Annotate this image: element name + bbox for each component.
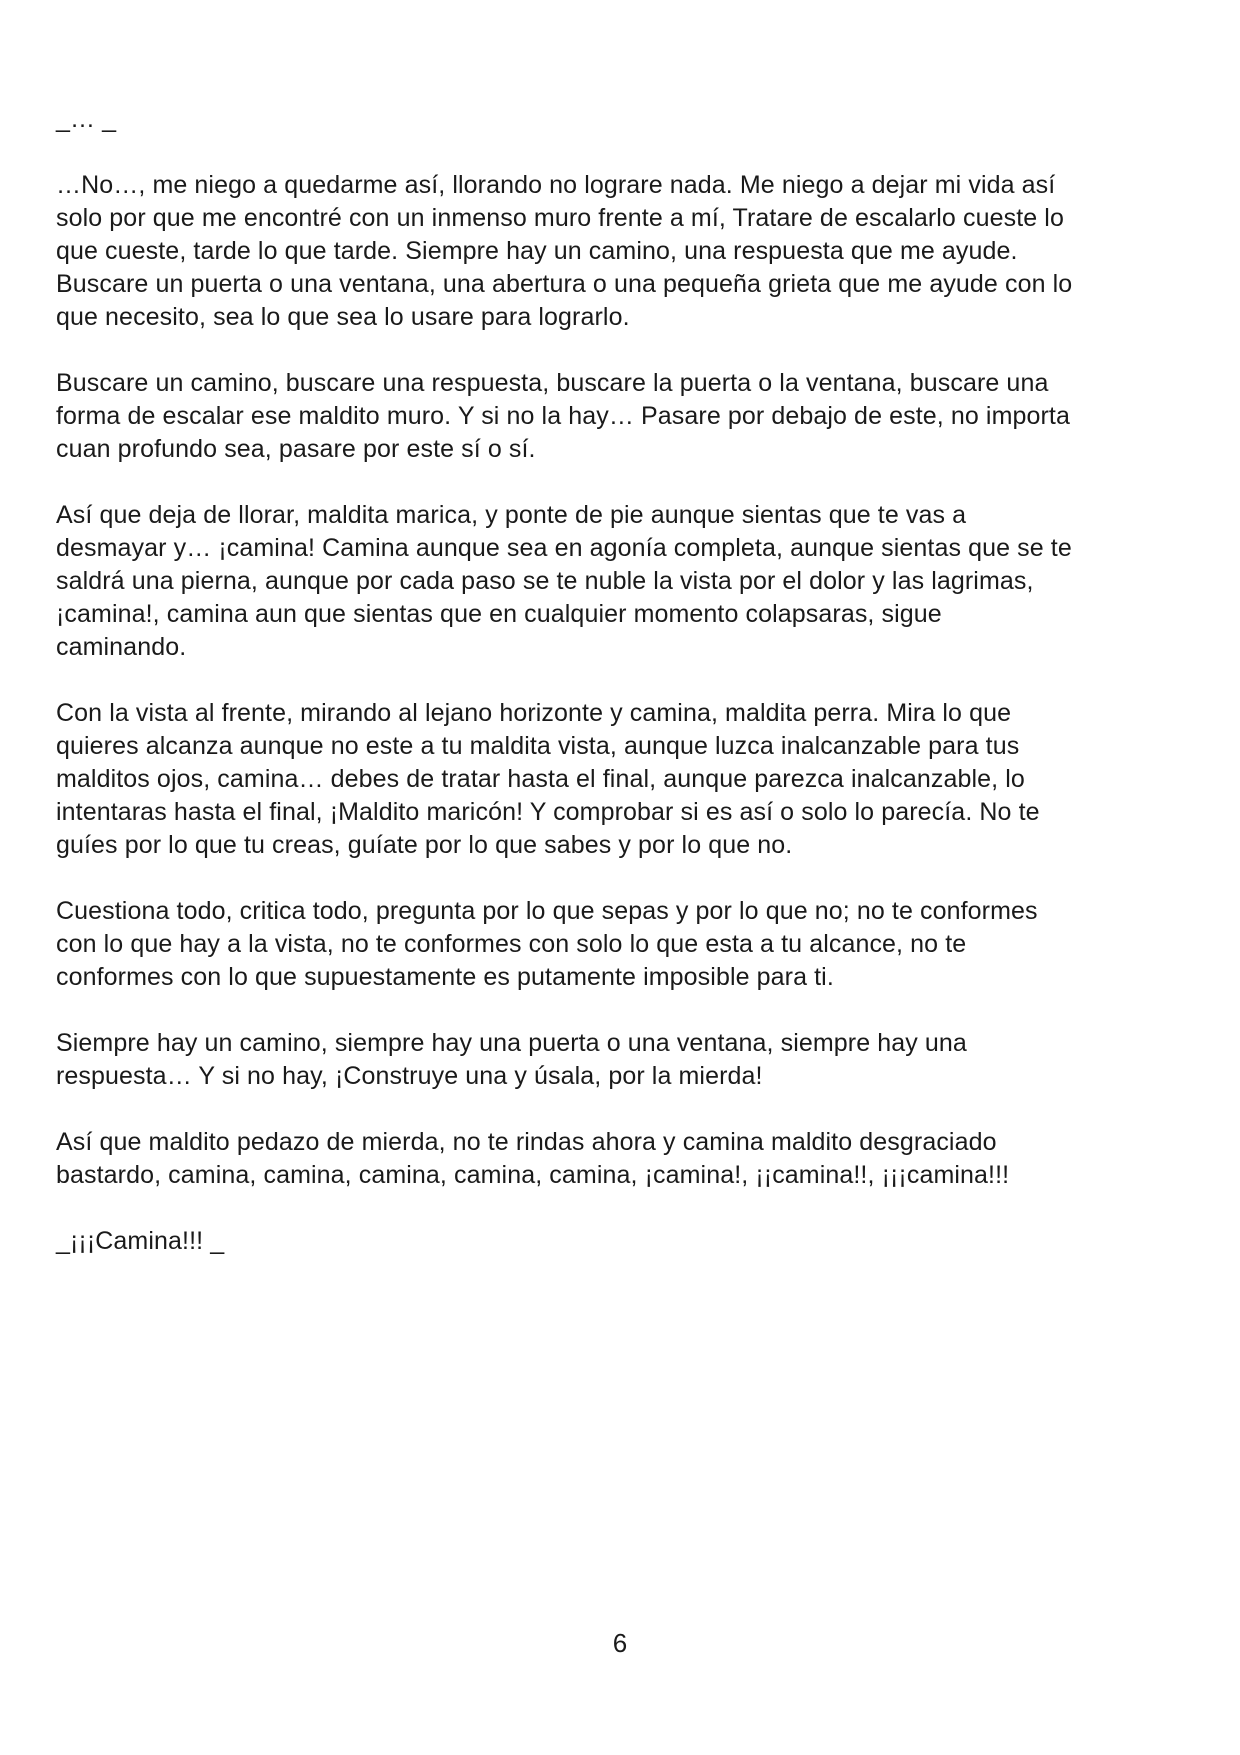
paragraph: Así que maldito pedazo de mierda, no te rindas ahora y camina maldito desgraciado bastardo, camina, camina, camina, camina, camina, ¡camina!, ¡¡camina!!, ¡¡¡camina!!! (56, 1128, 1010, 1189)
document-body (56, 103, 1186, 1291)
paragraph: Buscare un camino, buscare una respuesta, buscare la puerta o la ventana, buscare una forma de escalar ese maldito muro. Y si no la hay… Pasare por debajo de este, no importa cuan profundo sea, pasare por este sí o sí. (56, 369, 1070, 463)
page-number: 6 (612, 1628, 628, 1658)
closing-line: _¡¡¡Camina!!! _ (56, 1227, 225, 1255)
paragraph: Así que deja de llorar, maldita marica, y ponte de pie aunque sientas que te vas a desmayar y… ¡camina! Camina aunque sea en agonía completa, aunque sientas que se te saldrá una pierna, aunque por cada paso se te nuble la vista por el dolor y las lagrimas, ¡camina!, camina aun que sientas que en cualquier momento colapsaras, sigue caminando. (56, 501, 1072, 661)
paragraph: …No…, me niego a quedarme así, llorando no lograre nada. Me niego a dejar mi vida así solo por que me encontré con un inmenso muro frente a mí, Tratare de escalarlo cueste lo que cueste, tarde lo que tarde. Siempre hay un camino, una respuesta que me ayude. Buscare un puerta o una ventana, una abertura o una pequeña grieta que me ayude con lo que necesito, sea lo que sea lo usare para lograrlo. (56, 171, 1073, 331)
paragraph: Con la vista al frente, mirando al lejano horizonte y camina, maldita perra. Mira lo que quieres alcanza aunque no este a tu maldita vista, aunque luzca inalcanzable para tus malditos ojos, camina… debes de tratar hasta el final, aunque parezca inalcanzable, lo intentaras hasta el final, ¡Maldito maricón! Y comprobar si es así o solo lo parecía. No te guíes por lo que tu creas, guíate por lo que sabes y por lo que no. (56, 699, 1040, 859)
opening-ellipsis: _… _ (56, 105, 117, 133)
paragraph: Cuestiona todo, critica todo, pregunta por lo que sepas y por lo que no; no te conformes con lo que hay a la vista, no te conformes con solo lo que esta a tu alcance, no te conformes con lo que supuestamente es putamente imposible para ti. (56, 897, 1038, 991)
paragraph: Siempre hay un camino, siempre hay una puerta o una ventana, siempre hay una respuesta… Y si no hay, ¡Construye una y úsala, por la mierda! (56, 1029, 967, 1090)
